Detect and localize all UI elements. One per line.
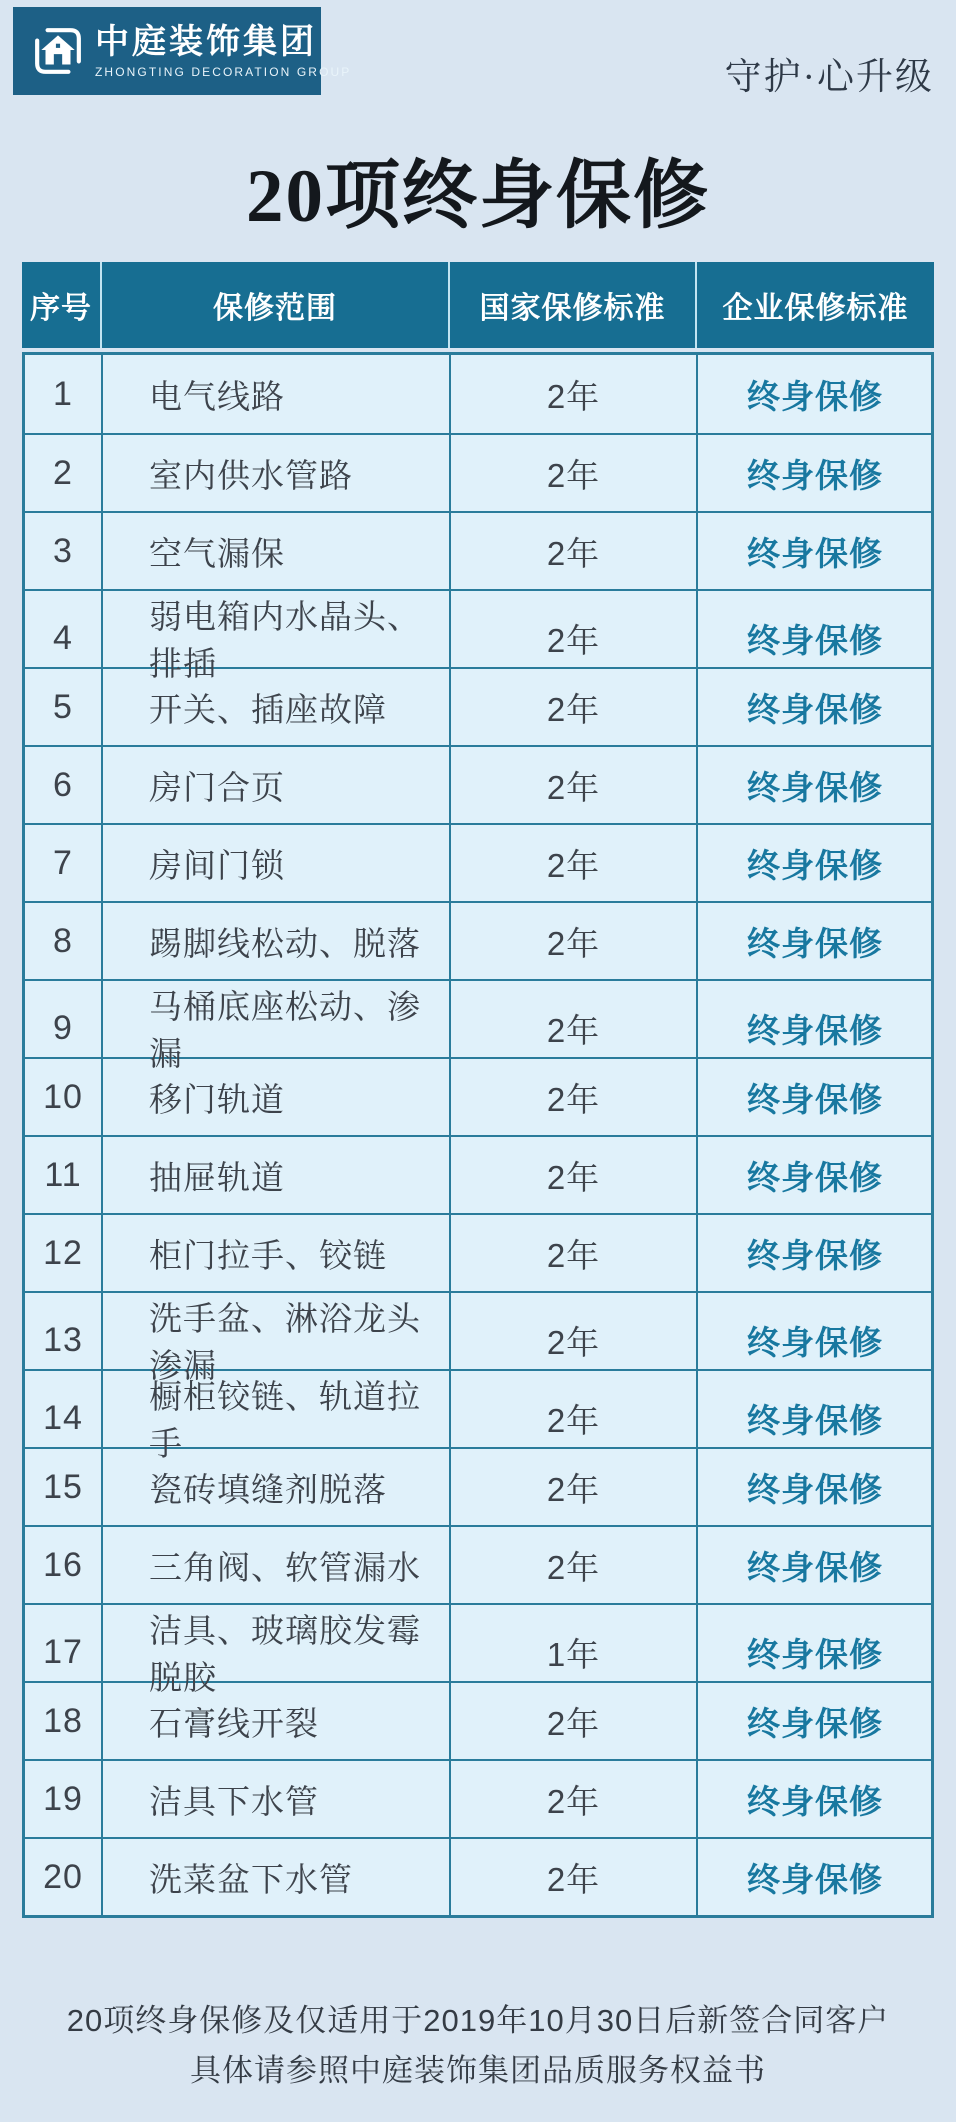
- table-body: [22, 352, 934, 1918]
- cell-scope: 移门轨道: [101, 1059, 449, 1135]
- cell-national-standard: 2年: [449, 1683, 696, 1759]
- column-header-national: 国家保修标准: [448, 262, 695, 348]
- cell-no: 8: [53, 921, 73, 960]
- logo-text: [95, 23, 351, 79]
- cell-company-standard: 终身保修: [696, 1215, 932, 1291]
- cell-national-standard: 2年: [449, 1215, 696, 1291]
- cell-national-standard: 2年: [449, 1137, 696, 1213]
- page-title: 20项终身保修: [245, 155, 710, 238]
- cell-scope: 室内供水管路: [101, 435, 449, 511]
- table-row: [25, 1291, 931, 1384]
- cell-national-standard: 1年: [449, 1605, 696, 1699]
- cell-no: 7: [53, 843, 73, 882]
- cell-company-standard: 终身保修: [696, 1293, 932, 1387]
- cell-no: 11: [44, 1155, 82, 1194]
- cell-national-standard: 2年: [449, 1293, 696, 1387]
- table-row: [25, 355, 931, 433]
- cell-company-standard: 终身保修: [696, 981, 932, 1075]
- cell-company-standard: 终身保修: [696, 669, 932, 745]
- cell-scope: 橱柜铰链、轨道拉手: [101, 1371, 449, 1465]
- cell-national-standard: 2年: [449, 1059, 696, 1135]
- cell-company-standard: 终身保修: [696, 1059, 932, 1135]
- cell-scope: 抽屉轨道: [101, 1137, 449, 1213]
- table-row: [25, 433, 931, 511]
- cell-no: 3: [53, 531, 73, 570]
- cell-no: 14: [43, 1398, 83, 1437]
- cell-company-standard: 终身保修: [696, 435, 932, 511]
- cell-no: 5: [53, 687, 73, 726]
- cell-national-standard: 2年: [449, 903, 696, 979]
- cell-national-standard: 2年: [449, 435, 696, 511]
- table-row: [25, 1057, 931, 1135]
- table-row: [25, 1447, 931, 1525]
- cell-national-standard: 2年: [449, 513, 696, 589]
- cell-company-standard: 终身保修: [696, 1839, 932, 1915]
- cell-national-standard: 2年: [449, 747, 696, 823]
- cell-scope: 柜门拉手、铰链: [101, 1215, 449, 1291]
- cell-no: 16: [43, 1545, 83, 1584]
- table-row: [25, 1837, 931, 1915]
- cell-no: 20: [43, 1857, 83, 1896]
- cell-scope: 踢脚线松动、脱落: [101, 903, 449, 979]
- column-header-company: 企业保修标准: [695, 262, 934, 348]
- cell-company-standard: 终身保修: [696, 1371, 932, 1465]
- warranty-table: [22, 262, 934, 1918]
- table-row: [25, 979, 931, 1072]
- column-header-no: 序号: [30, 292, 92, 325]
- table-row: [25, 1135, 931, 1213]
- cell-company-standard: 终身保修: [696, 825, 932, 901]
- cell-no: 12: [43, 1233, 83, 1272]
- cell-national-standard: 2年: [449, 355, 696, 433]
- logo-subtitle: ZHONGTING DECORATION GROUP: [95, 65, 352, 79]
- table-row: [25, 1603, 931, 1696]
- cell-scope: 三角阀、软管漏水: [101, 1527, 449, 1603]
- table-row: [25, 1759, 931, 1837]
- cell-scope: 洗菜盆下水管: [101, 1839, 449, 1915]
- cell-national-standard: 2年: [449, 981, 696, 1075]
- cell-no: 13: [43, 1320, 83, 1359]
- cell-no: 10: [43, 1077, 83, 1116]
- cell-no: 18: [43, 1701, 83, 1740]
- cell-no: 6: [53, 765, 73, 804]
- house-logo-icon: [33, 26, 83, 76]
- cell-national-standard: 2年: [449, 591, 696, 685]
- table-row: [25, 1369, 931, 1462]
- cell-national-standard: 2年: [449, 1371, 696, 1465]
- cell-scope: 开关、插座故障: [101, 669, 449, 745]
- cell-company-standard: 终身保修: [696, 903, 932, 979]
- brand-logo: [13, 7, 352, 95]
- column-header-scope: 保修范围: [100, 262, 448, 348]
- cell-company-standard: 终身保修: [696, 1449, 932, 1525]
- cell-company-standard: 终身保修: [696, 591, 932, 685]
- cell-national-standard: 2年: [449, 1527, 696, 1603]
- footer-line-1: 20项终身保修及仅适用于2019年10月30日后新签合同客户: [66, 2003, 890, 2038]
- table-row: [25, 589, 931, 682]
- cell-scope: 房门合页: [101, 747, 449, 823]
- cell-company-standard: 终身保修: [696, 1761, 932, 1837]
- cell-scope: 瓷砖填缝剂脱落: [101, 1449, 449, 1525]
- table-header-row: [22, 262, 934, 348]
- logo-title: 中庭装饰集团: [95, 23, 317, 61]
- cell-scope: 洁具下水管: [101, 1761, 449, 1837]
- table-row: [25, 823, 931, 901]
- cell-no: 19: [43, 1779, 83, 1818]
- cell-scope: 石膏线开裂: [101, 1683, 449, 1759]
- cell-national-standard: 2年: [449, 825, 696, 901]
- cell-no: 2: [53, 453, 73, 492]
- cell-no: 17: [43, 1632, 83, 1671]
- cell-scope: 马桶底座松动、渗漏: [101, 981, 449, 1075]
- footer-line-2: 具体请参照中庭装饰集团品质服务权益书: [190, 2053, 766, 2088]
- table-row: [25, 667, 931, 745]
- cell-no: 15: [43, 1467, 83, 1506]
- table-row: [25, 901, 931, 979]
- cell-company-standard: 终身保修: [696, 1527, 932, 1603]
- cell-scope: 空气漏保: [101, 513, 449, 589]
- cell-company-standard: 终身保修: [696, 1605, 932, 1699]
- cell-no: 1: [53, 374, 73, 413]
- cell-company-standard: 终身保修: [696, 355, 932, 433]
- cell-company-standard: 终身保修: [696, 747, 932, 823]
- cell-scope: 洁具、玻璃胶发霉脱胶: [101, 1605, 449, 1699]
- table-row: [25, 1213, 931, 1291]
- cell-national-standard: 2年: [449, 1449, 696, 1525]
- cell-company-standard: 终身保修: [696, 1137, 932, 1213]
- table-row: [25, 1681, 931, 1759]
- cell-national-standard: 2年: [449, 1839, 696, 1915]
- table-row: [25, 745, 931, 823]
- brand-slogan: 守护·心升级: [724, 57, 934, 98]
- cell-scope: 洗手盆、淋浴龙头渗漏: [101, 1293, 449, 1387]
- cell-scope: 弱电箱内水晶头、排插: [101, 591, 449, 685]
- table-row: [25, 511, 931, 589]
- footer-note: [0, 1996, 956, 2096]
- cell-company-standard: 终身保修: [696, 1683, 932, 1759]
- cell-no: 4: [53, 618, 73, 657]
- cell-no: 9: [53, 1008, 73, 1047]
- cell-national-standard: 2年: [449, 1761, 696, 1837]
- cell-scope: 房间门锁: [101, 825, 449, 901]
- cell-scope: 电气线路: [101, 355, 449, 433]
- cell-company-standard: 终身保修: [696, 513, 932, 589]
- cell-national-standard: 2年: [449, 669, 696, 745]
- table-row: [25, 1525, 931, 1603]
